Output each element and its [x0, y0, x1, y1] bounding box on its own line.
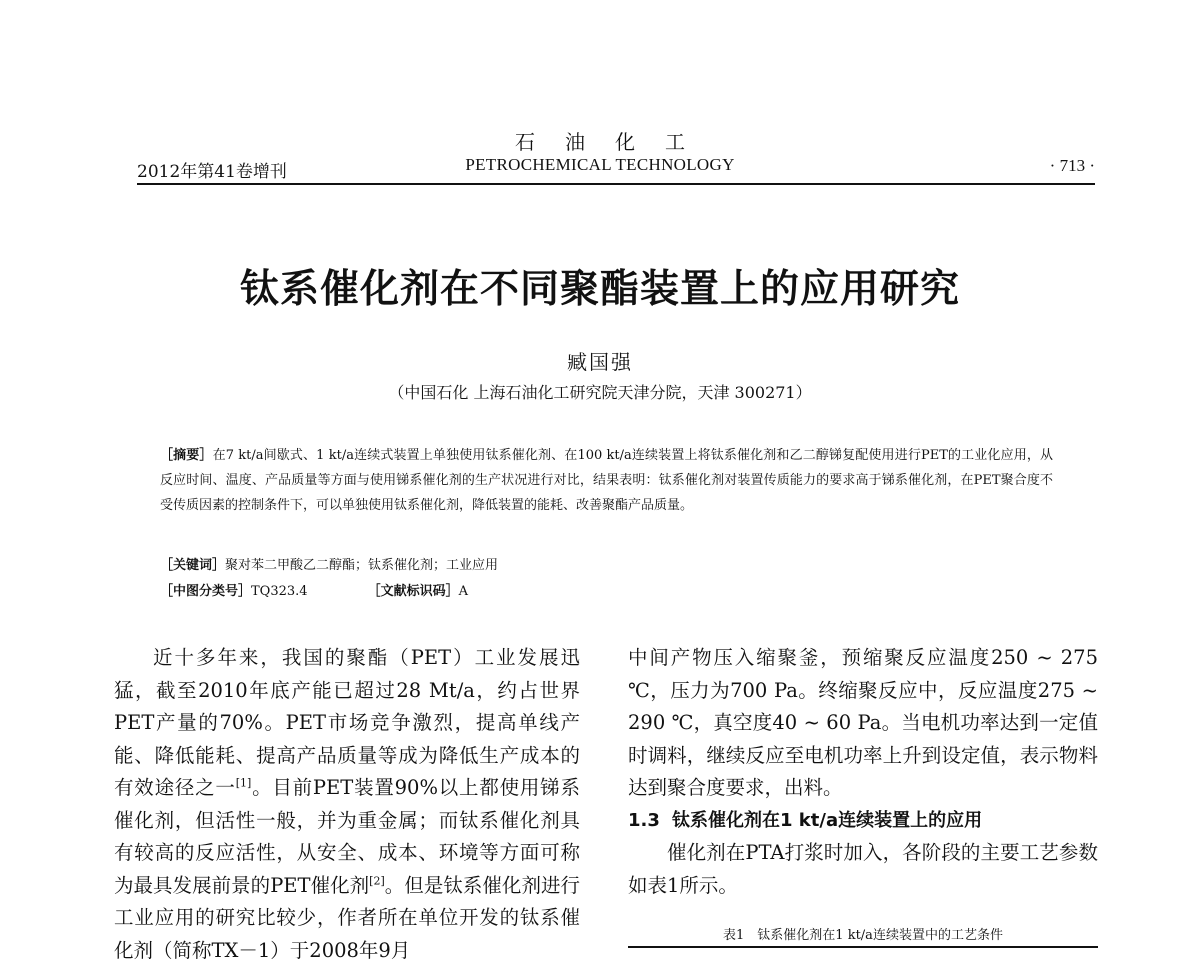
citation-2[interactable]: [2]: [369, 874, 385, 887]
citation-1[interactable]: [1]: [235, 776, 252, 790]
doc-code-value: A: [458, 584, 468, 599]
author: 臧国强: [567, 350, 633, 374]
section-title: 钛系催化剂在1 kt/a连续装置上的应用: [672, 809, 983, 831]
abstract-label: ［摘要］: [160, 448, 213, 463]
abstract: [160, 443, 1053, 518]
clc-label: ［中图分类号］: [160, 584, 252, 599]
affiliation: （中国石化 上海石油化工研究院天津分院，天津 300271）: [388, 383, 812, 402]
keywords: [160, 553, 498, 578]
doc-code-label: ［文献标识码］: [367, 584, 459, 599]
intro-paragraph: 近十多年来，我国的聚酯（PET）工业发展迅猛，截至2010年底产能已超过28 Mt/a，约占世界PET产量的70%。PET市场竞争激烈，提高单线产能、降低能耗、提高产品质量等成为降低生产成本的有效途径之一[1]。目前PET装置90%以上都使用锑系催化剂，但活性一般，并为重金属；而钛系催化剂具有较高的反应活性，从安全、成本、环境等方面可称为最具发展前景的PET催化剂[2]。但是钛系催化剂进行工业应用的研究比较少，作者所在单位开发的钛系催化剂（简称TX－1）于2008年9月: [114, 646, 580, 962]
abstract-text: 在7 kt/a间歇式、1 kt/a连续式装置上单独使用钛系催化剂、在100 kt/a连续装置上将钛系催化剂和乙二醇锑复配使用进行PET的工业化应用，从反应时间、温度、产品质量等方面与使用锑系催化剂的生产状况进行对比，结果表明：钛系催化剂对装置传质能力的要求高于锑系催化剂，在PET聚合度不受传质因素的控制条件下，可以单独使用钛系催化剂，降低装置的能耗、改善聚酯产品质量。: [160, 448, 1053, 513]
section-number: 1.3: [628, 809, 660, 831]
process-paragraph: 中间产物压入缩聚釜，预缩聚反应温度250 ~ 275 ℃，压力为700 Pa。终缩聚反应中，反应温度275 ~ 290 ℃，真空度40 ~ 60 Pa。当电机功率达到一定值时调料，继续反应至电机功率上升到设定值，表示物料达到聚合度要求，出料。: [628, 646, 1098, 799]
classification-line: [160, 579, 468, 604]
table-top-rule: [628, 946, 1098, 948]
catalyst-paragraph: 催化剂在PTA打浆时加入，各阶段的主要工艺参数如表1所示。: [628, 841, 1098, 897]
body-column-right: [628, 642, 1098, 902]
journal-name-en: PETROCHEMICAL TECHNOLOGY: [465, 155, 735, 174]
table-caption: 表1 钛系催化剂在1 kt/a连续装置中的工艺条件: [723, 928, 1003, 943]
body-column-left: [114, 642, 580, 967]
keywords-text: 聚对苯二甲酸乙二醇酯；钛系催化剂；工业应用: [225, 558, 499, 573]
journal-name-cn: 石油化工: [515, 130, 715, 154]
clc-value: TQ323.4: [251, 584, 308, 599]
header-rule: [137, 183, 1095, 185]
section-heading: [628, 805, 1098, 838]
page-number: · 713 ·: [1049, 156, 1095, 175]
paper-title: 钛系催化剂在不同聚酯装置上的应用研究: [239, 267, 960, 312]
keywords-label: ［关键词］: [160, 558, 226, 573]
issue-info: 2012年第41卷增刊: [137, 162, 287, 182]
